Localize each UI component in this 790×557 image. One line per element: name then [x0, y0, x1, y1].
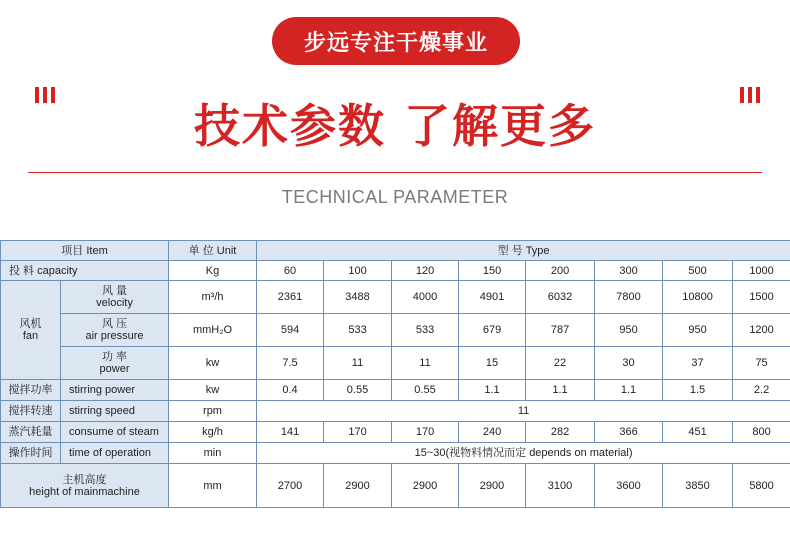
section-subtitle: TECHNICAL PARAMETER	[281, 187, 509, 207]
cell: 120	[392, 261, 459, 281]
cell: 787	[526, 314, 595, 347]
cell: 75	[733, 347, 790, 380]
cell: 2900	[392, 464, 459, 508]
cell: 15	[459, 347, 526, 380]
velocity-unit: m³/h	[169, 281, 257, 314]
power-unit: kw	[169, 347, 257, 380]
cell: 1500	[733, 281, 790, 314]
table-row	[1, 422, 790, 443]
type-header: 型 号 Type	[257, 241, 790, 261]
table-row	[1, 464, 790, 508]
cell: 141	[257, 422, 324, 443]
table-row	[1, 380, 790, 401]
fan-label	[1, 281, 61, 380]
operation-value: 15~30(视物料情况而定 depends on material)	[257, 443, 790, 464]
cell: 366	[595, 422, 663, 443]
cell: 533	[392, 314, 459, 347]
cell: 594	[257, 314, 324, 347]
cell: 2.2	[733, 380, 790, 401]
cell: 7.5	[257, 347, 324, 380]
stirring-speed-unit: rpm	[169, 401, 257, 422]
capacity-unit: Kg	[169, 261, 257, 281]
brand-pill: 步远专注干燥事业	[272, 17, 520, 65]
cell: 533	[324, 314, 392, 347]
stirring-power-en: stirring power	[61, 380, 169, 401]
cell: 800	[733, 422, 790, 443]
cell: 4000	[392, 281, 459, 314]
cell: 10800	[663, 281, 733, 314]
table-header-row	[1, 241, 790, 261]
item-header: 项目 Item	[1, 241, 169, 261]
cell: 6032	[526, 281, 595, 314]
power-en: power	[99, 363, 130, 375]
cell: 200	[526, 261, 595, 281]
unit-header: 单 位 Unit	[169, 241, 257, 261]
cell: 0.55	[392, 380, 459, 401]
cell: 1.5	[663, 380, 733, 401]
height-label	[1, 464, 169, 508]
cell: 4901	[459, 281, 526, 314]
power-label	[61, 347, 169, 380]
section-title: 技术参数 了解更多	[193, 99, 596, 153]
cell: 950	[595, 314, 663, 347]
stirring-speed-en: stirring speed	[61, 401, 169, 422]
cell: 0.55	[324, 380, 392, 401]
cell: 950	[663, 314, 733, 347]
cell: 170	[324, 422, 392, 443]
height-cn: 主机高度	[62, 473, 107, 486]
stirring-power-cn: 搅拌功率	[1, 380, 61, 401]
air-pressure-en: air pressure	[85, 330, 144, 342]
power-cn: 功 率	[101, 351, 128, 363]
cell: 2361	[257, 281, 324, 314]
divider	[28, 172, 762, 173]
velocity-label	[61, 281, 169, 314]
cell: 1200	[733, 314, 790, 347]
cell: 0.4	[257, 380, 324, 401]
fan-label-en: fan	[22, 330, 39, 342]
cell: 150	[459, 261, 526, 281]
cell: 11	[324, 347, 392, 380]
cell: 451	[663, 422, 733, 443]
air-pressure-label	[61, 314, 169, 347]
cell: 100	[324, 261, 392, 281]
cell: 60	[257, 261, 324, 281]
cell: 282	[526, 422, 595, 443]
cell: 2700	[257, 464, 324, 508]
cell: 300	[595, 261, 663, 281]
air-pressure-cn: 风 压	[101, 318, 128, 330]
cell: 7800	[595, 281, 663, 314]
cell: 170	[392, 422, 459, 443]
operation-cn: 操作时间	[1, 443, 61, 464]
table-row	[1, 401, 790, 422]
height-unit: mm	[169, 464, 257, 508]
cell: 500	[663, 261, 733, 281]
steam-en: consume of steam	[61, 422, 169, 443]
velocity-en: velocity	[96, 297, 133, 309]
cell: 1.1	[526, 380, 595, 401]
cell: 1.1	[459, 380, 526, 401]
table-row	[1, 314, 790, 347]
steam-cn: 蒸汽耗量	[1, 422, 61, 443]
height-en: height of mainmachine	[29, 485, 140, 498]
stirring-speed-cn: 搅拌转速	[1, 401, 61, 422]
stirring-speed-value: 11	[257, 401, 790, 422]
fan-label-cn: 风机	[19, 318, 42, 330]
steam-unit: kg/h	[169, 422, 257, 443]
cell: 5800	[733, 464, 790, 508]
cell: 3850	[663, 464, 733, 508]
cell: 22	[526, 347, 595, 380]
table-row	[1, 443, 790, 464]
cell: 1.1	[595, 380, 663, 401]
cell: 37	[663, 347, 733, 380]
cell: 679	[459, 314, 526, 347]
cell: 3100	[526, 464, 595, 508]
stirring-power-unit: kw	[169, 380, 257, 401]
cell: 3488	[324, 281, 392, 314]
operation-en: time of operation	[61, 443, 169, 464]
capacity-label: 投 料 capacity	[1, 261, 169, 281]
cell: 240	[459, 422, 526, 443]
cell: 1000	[733, 261, 790, 281]
cell: 2900	[459, 464, 526, 508]
table-row	[1, 347, 790, 380]
spec-table	[0, 240, 790, 508]
cell: 30	[595, 347, 663, 380]
velocity-cn: 风 量	[101, 285, 128, 297]
cell: 11	[392, 347, 459, 380]
cell: 3600	[595, 464, 663, 508]
cell: 2900	[324, 464, 392, 508]
table-row	[1, 281, 790, 314]
table-row	[1, 261, 790, 281]
operation-unit: min	[169, 443, 257, 464]
air-pressure-unit: mmH₂O	[169, 314, 257, 347]
